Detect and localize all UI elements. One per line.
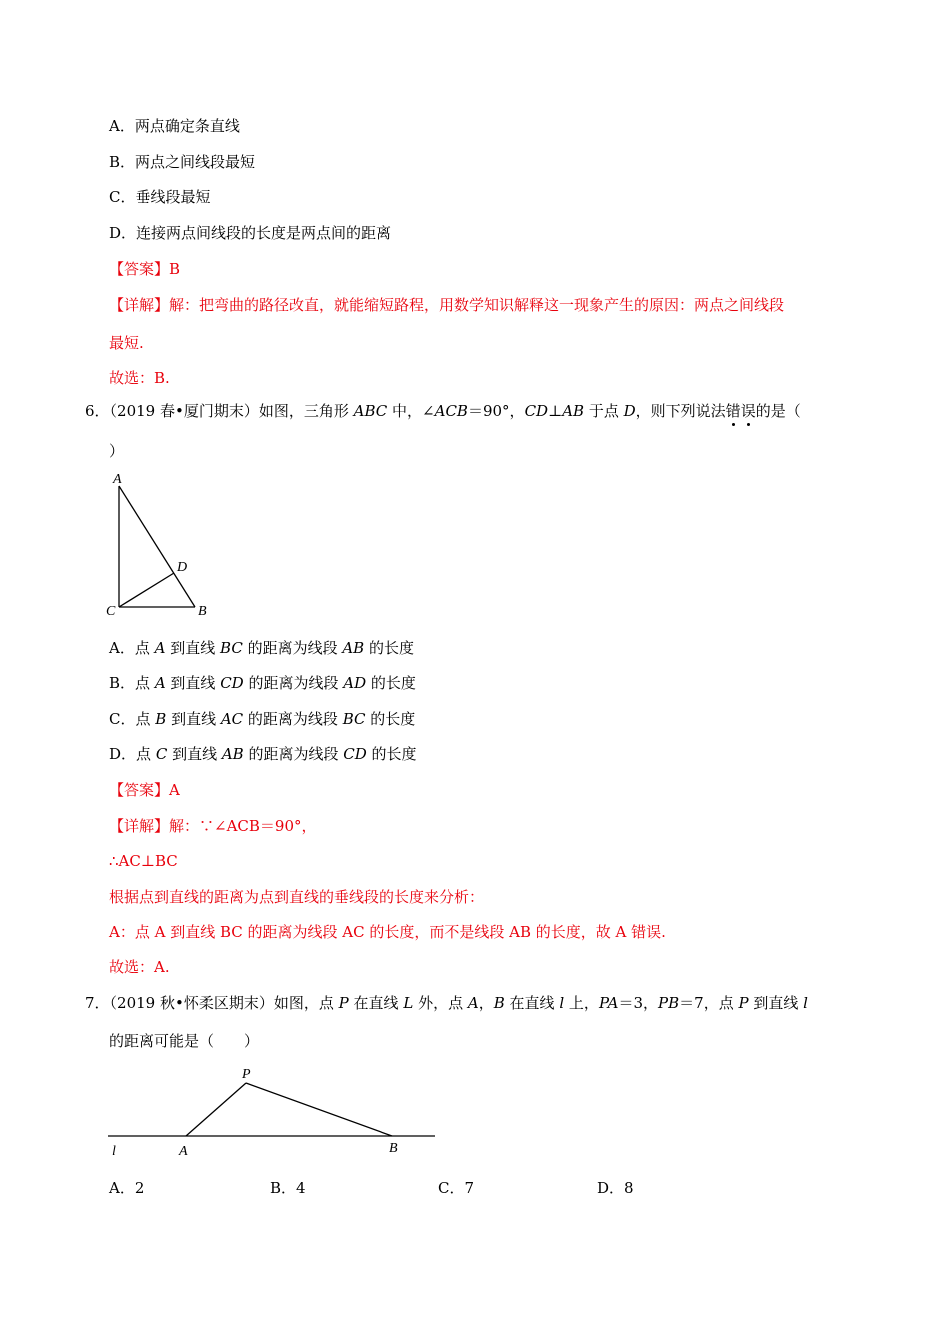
option-letter: B． <box>109 674 136 692</box>
var-ab: AB <box>562 402 585 420</box>
q6-detail-line1 <box>109 816 317 836</box>
q7-option-d: D．8 <box>597 1179 634 1197</box>
option-text: 到直线 <box>166 710 221 728</box>
var-pb: PB <box>658 994 680 1012</box>
option-text: 的距离为线段 <box>242 639 343 657</box>
detail-tag: 【详解】 <box>109 296 170 314</box>
option-var: C <box>155 745 168 763</box>
stem-text: 上， <box>568 994 599 1012</box>
answer-value: B <box>169 260 181 278</box>
option-letter: C． <box>109 710 136 728</box>
option-text: 到直线 <box>165 674 221 692</box>
answer-tag: 【答案】 <box>109 260 170 278</box>
var-abc: ABC <box>353 402 388 420</box>
q5-detail-line2: 最短. <box>109 334 144 352</box>
option-text: 到直线 <box>165 639 221 657</box>
option-text: 的长度 <box>366 674 416 692</box>
vertex-label-c: C <box>106 604 116 619</box>
segment-pa <box>186 1083 246 1136</box>
perp-symbol: ⊥ <box>548 402 563 420</box>
point-label-p: P <box>242 1067 251 1082</box>
option-text: 的距离为线段 <box>243 745 344 763</box>
stem-text: 于点 <box>588 402 619 420</box>
question-source: （2019 秋•怀柔区期末） <box>109 994 274 1012</box>
var-pa: PA <box>598 994 619 1012</box>
q6-detail-line3: 根据点到直线的距离为点到直线的垂线段的长度来分析： <box>109 888 485 906</box>
q6-option-d <box>109 744 417 764</box>
stem-text: 如图，点 <box>273 994 334 1012</box>
var-L: L <box>403 994 414 1012</box>
q6-option-c <box>109 709 415 729</box>
option-text: 点 <box>135 674 155 692</box>
option-text: 点 <box>134 639 155 657</box>
question-number: 6． <box>85 402 110 420</box>
detail-text: 解：∵∠ACB＝90°， <box>169 817 317 835</box>
detail-text: 解：把弯曲的路径改直，就能缩短路程，用数学知识解释这一现象产生的原因：两点之间线段 <box>169 296 785 314</box>
q6-option-b <box>109 673 416 693</box>
stem-text: 到直线 <box>753 994 799 1012</box>
line-label-l: l <box>112 1144 116 1159</box>
q6-answer <box>109 780 180 800</box>
q7-option-a: A．2 <box>109 1179 145 1197</box>
segment-ab <box>119 486 195 607</box>
stem-text: ＝3， <box>618 994 659 1012</box>
vertex-label-d: D <box>177 560 188 575</box>
q7-stem-line2: 的距离可能是（ ） <box>109 1032 260 1050</box>
option-var: B <box>155 710 167 728</box>
option-text: 的长度 <box>366 745 417 763</box>
var-d: D <box>623 402 636 420</box>
var-p: P <box>738 994 749 1012</box>
stem-text: ，则下列说法 <box>635 402 726 420</box>
q5-answer <box>109 259 180 279</box>
emphasis-char: 误 <box>740 402 756 420</box>
point-label-b: B <box>389 1141 398 1156</box>
option-var: A <box>154 639 166 657</box>
stem-text: 的是（ <box>755 402 801 420</box>
q6-choose: 故选：A. <box>109 958 170 976</box>
option-var: A <box>154 674 166 692</box>
point-label-a: A <box>179 1144 188 1159</box>
q6-stem-line1 <box>85 401 801 421</box>
var-a: A <box>467 994 479 1012</box>
q5-option-d: D．连接两点间线段的长度是两点间的距离 <box>109 224 392 242</box>
question-number: 7． <box>85 994 110 1012</box>
detail-tag: 【详解】 <box>109 817 170 835</box>
question-source: （2019 春•厦门期末） <box>109 402 259 420</box>
var-cd: CD <box>524 402 549 420</box>
var-acb: ACB <box>434 402 468 420</box>
option-var: AB <box>342 639 365 657</box>
option-text: 的距离为线段 <box>243 674 344 692</box>
q7-option-b: B．4 <box>270 1179 306 1197</box>
stem-text: 在直线 <box>353 994 399 1012</box>
option-var: CD <box>343 745 367 763</box>
option-var: AC <box>220 710 244 728</box>
q5-option-c: C．垂线段最短 <box>109 188 211 206</box>
option-letter: A． <box>109 639 135 657</box>
vertex-label-b: B <box>198 604 207 619</box>
stem-text: 中，∠ <box>392 402 435 420</box>
q6-option-a <box>109 638 414 658</box>
emphasis-char: 错 <box>725 402 741 420</box>
stem-text: 如图，三角形 <box>258 402 349 420</box>
option-var: BC <box>220 639 243 657</box>
option-text: 点 <box>136 745 156 763</box>
answer-tag: 【答案】 <box>109 781 170 799</box>
q5-detail-line1 <box>109 295 784 315</box>
q7-stem-line1 <box>85 993 808 1013</box>
answer-value: A <box>169 781 180 799</box>
option-text: 的长度 <box>364 639 414 657</box>
vertex-label-a: A <box>113 472 122 487</box>
q7-option-c: C．7 <box>438 1179 475 1197</box>
option-text: 到直线 <box>167 745 222 763</box>
segment-pb <box>246 1083 392 1136</box>
option-text: 的距离为线段 <box>243 710 343 728</box>
var-p: P <box>338 994 349 1012</box>
segment-cd <box>119 573 174 607</box>
q6-stem-line2: ） <box>109 442 125 460</box>
triangle-abc-figure <box>100 468 220 620</box>
stem-text: 外，点 <box>418 994 464 1012</box>
option-letter: D． <box>109 745 137 763</box>
option-var: BC <box>342 710 366 728</box>
option-text: 的长度 <box>365 710 416 728</box>
option-var: AB <box>221 745 244 763</box>
var-l: l <box>559 994 565 1012</box>
q5-option-a: A．两点确定条直线 <box>109 117 240 135</box>
option-text: 点 <box>135 710 156 728</box>
point-line-figure <box>100 1058 445 1162</box>
q6-detail-line4: A：点 A 到直线 BC 的距离为线段 AC 的长度，而不是线段 AB 的长度，故 A 错误. <box>109 923 666 941</box>
var-l: l <box>803 994 808 1012</box>
stem-text: ＝90°， <box>467 402 525 420</box>
q6-detail-line2: ∴AC⊥BC <box>109 852 178 870</box>
stem-text: ＝7，点 <box>679 994 734 1012</box>
var-b: B <box>493 994 505 1012</box>
q5-option-b: B．两点之间线段最短 <box>109 153 256 171</box>
option-var: AD <box>343 674 367 692</box>
stem-text: 在直线 <box>509 994 555 1012</box>
option-var: CD <box>220 674 244 692</box>
q5-choose: 故选：B. <box>109 369 170 387</box>
stem-text: ， <box>478 994 494 1012</box>
